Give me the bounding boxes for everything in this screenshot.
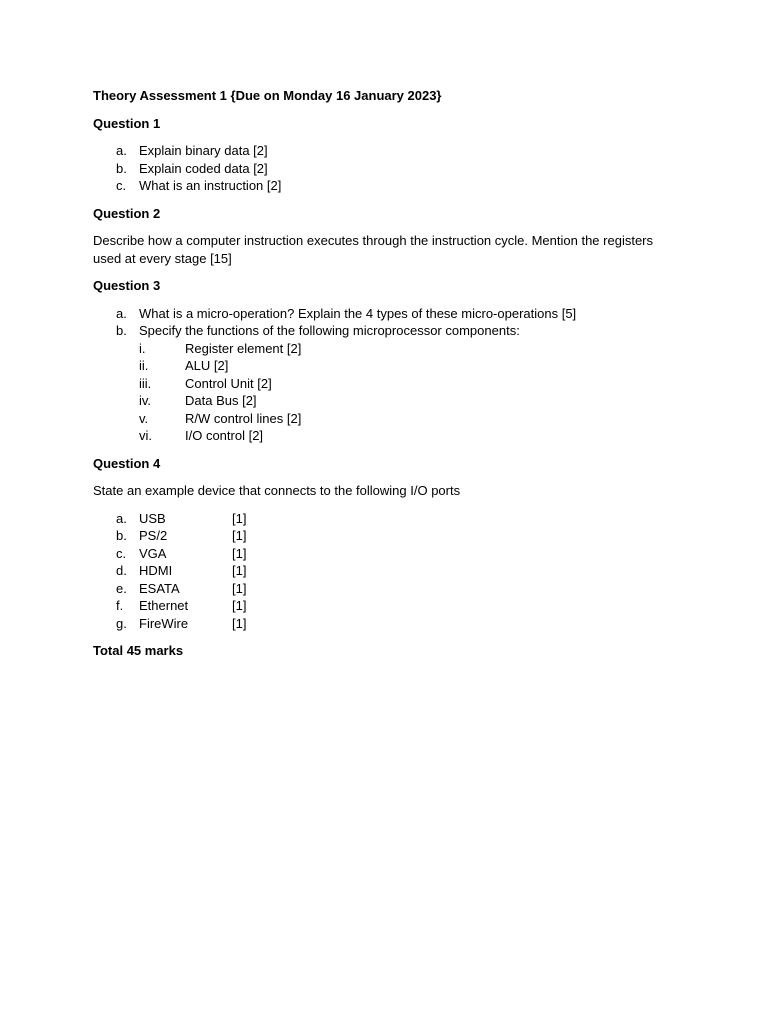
document-page [93, 87, 673, 660]
list-item-text: Explain coded data [2] [139, 160, 268, 176]
sub-list-marker: ii. [139, 358, 149, 373]
port-name: ESATA [139, 580, 180, 596]
port-name: FireWire [139, 615, 189, 631]
marks-value: [1] [232, 580, 247, 596]
question-1-list [93, 142, 673, 195]
list-marker: d. [116, 563, 127, 578]
sub-list-item-text: Control Unit [2] [185, 375, 272, 391]
list-marker: c. [116, 545, 127, 561]
list-item-text: Specify the functions of the following microprocessor components: [139, 323, 520, 338]
list-item [93, 142, 673, 160]
list-marker: e. [116, 580, 127, 596]
port-name: HDMI [139, 563, 173, 578]
sub-list-item-text: Data Bus [2] [185, 393, 257, 408]
list-item [93, 562, 673, 580]
question-3-list [93, 305, 673, 445]
marks-value: [1] [232, 615, 247, 631]
marks-value: [1] [232, 598, 247, 613]
marks-value: [1] [232, 510, 247, 526]
sub-list-item [93, 427, 673, 445]
list-item [93, 160, 673, 178]
sub-list-item [93, 410, 673, 428]
list-item-text: Explain binary data [2] [139, 143, 268, 158]
list-item [93, 615, 673, 633]
list-marker: a. [116, 305, 127, 321]
list-item [93, 322, 673, 340]
list-item [93, 580, 673, 598]
sub-list-item-text: R/W control lines [2] [185, 410, 302, 426]
list-marker: b. [116, 323, 127, 338]
sub-list-item [93, 340, 673, 358]
sub-list-item [93, 375, 673, 393]
list-item [93, 527, 673, 545]
sub-list-marker: i. [139, 340, 146, 356]
list-marker: a. [116, 143, 127, 158]
list-item [93, 597, 673, 615]
marks-value: [1] [232, 563, 247, 578]
sub-list-marker: v. [139, 410, 149, 426]
document-title: Theory Assessment 1 {Due on Monday 16 January 2023} [93, 88, 442, 103]
port-name: USB [139, 510, 166, 526]
sub-list-marker: vi. [139, 428, 152, 443]
list-marker: c. [116, 178, 127, 193]
sub-list-marker: iii. [139, 375, 152, 391]
sub-list-item-text: I/O control [2] [185, 428, 264, 443]
list-item [93, 545, 673, 563]
list-marker: b. [116, 528, 127, 543]
list-item-text: What is a micro-operation? Explain the 4 types of these micro-operations [5] [139, 305, 577, 321]
list-item [93, 305, 673, 323]
sub-list-item [93, 392, 673, 410]
question-2-text: Describe how a computer instruction executes through the instruction cycle. Mention the registers used at every stage [15] [93, 233, 653, 266]
sub-list-marker: iv. [139, 393, 152, 408]
sub-list-item-text: Register element [2] [185, 340, 302, 356]
list-item-text: What is an instruction [2] [139, 178, 282, 193]
port-name: Ethernet [139, 598, 189, 613]
question-2-heading: Question 2 [93, 205, 161, 221]
sub-list-item-text: ALU [2] [185, 358, 229, 373]
question-4-heading: Question 4 [93, 455, 161, 471]
marks-value: [1] [232, 545, 247, 561]
question-1-heading: Question 1 [93, 115, 161, 131]
marks-value: [1] [232, 528, 247, 543]
question-4-list [93, 510, 673, 633]
list-marker: a. [116, 510, 127, 526]
list-item [93, 510, 673, 528]
list-item [93, 177, 673, 195]
question-3-heading: Question 3 [93, 278, 161, 293]
list-marker: g. [116, 615, 127, 631]
list-marker: f. [116, 598, 124, 613]
question-4-intro: State an example device that connects to the following I/O ports [93, 483, 461, 498]
port-name: VGA [139, 545, 167, 561]
total-marks: Total 45 marks [93, 643, 184, 658]
sub-list-item [93, 357, 673, 375]
port-name: PS/2 [139, 528, 168, 543]
list-marker: b. [116, 160, 127, 176]
